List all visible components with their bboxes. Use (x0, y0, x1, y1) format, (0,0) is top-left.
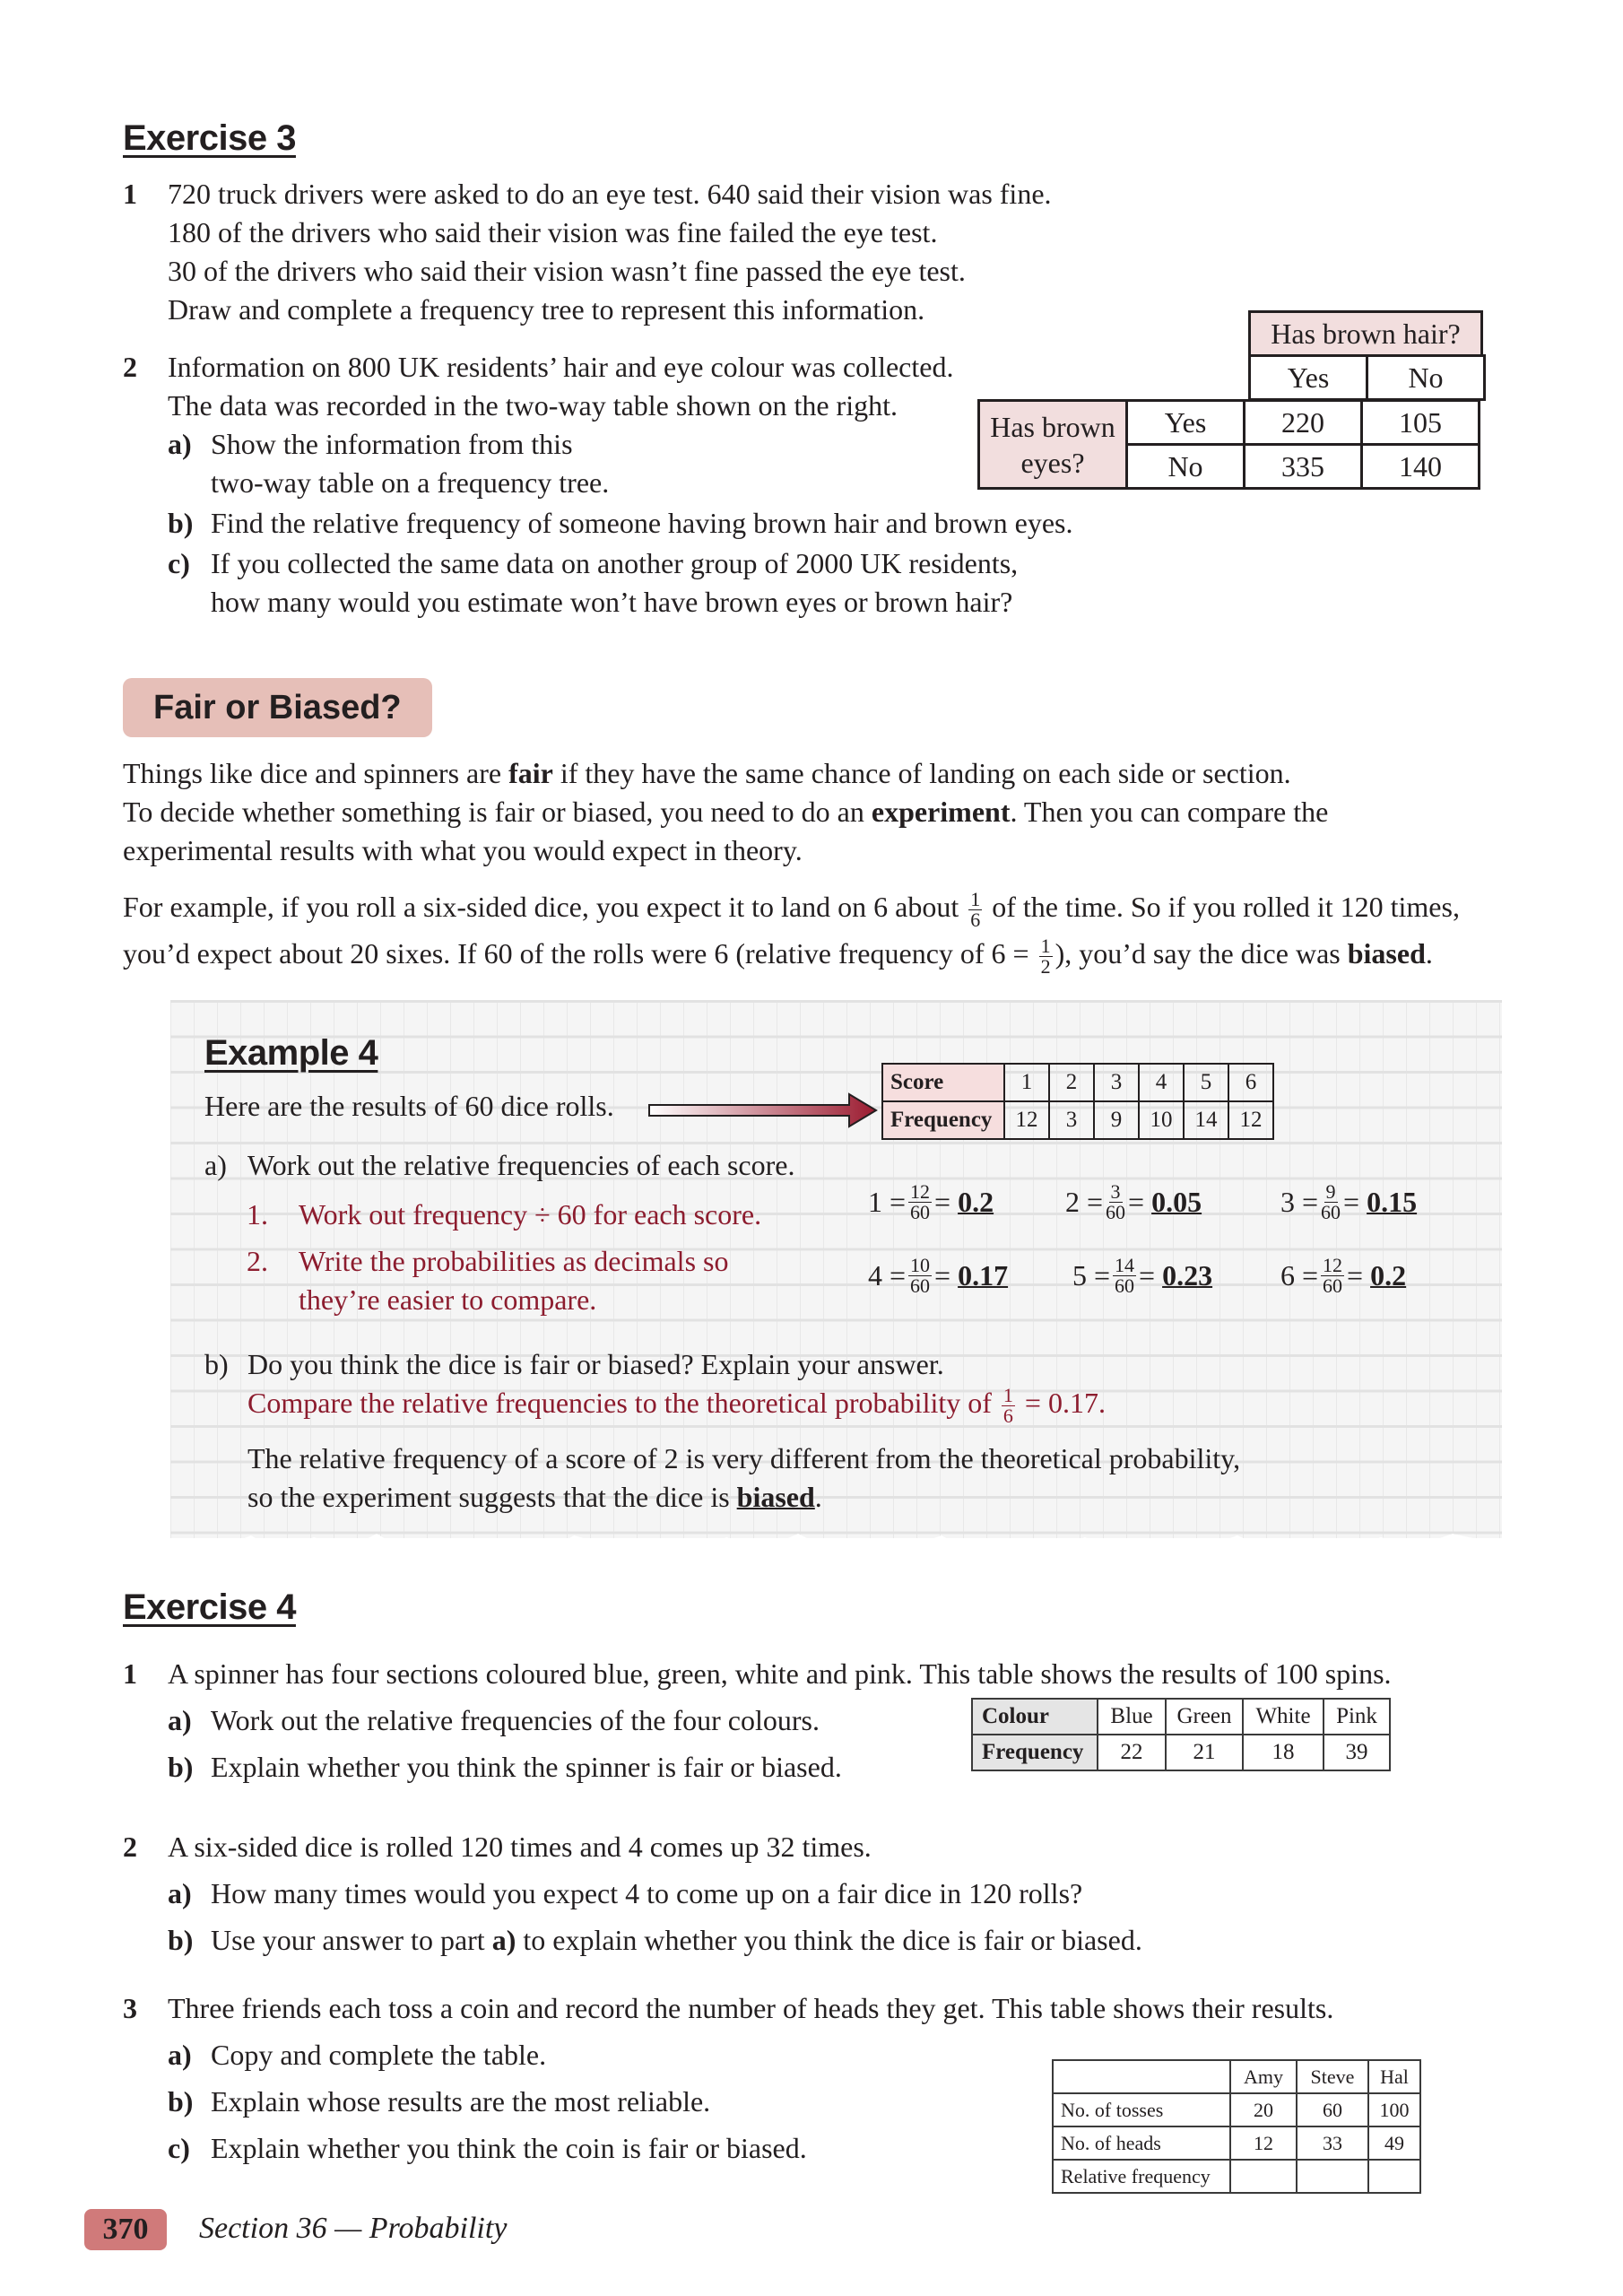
spinner-table: Colour Blue Green White Pink Frequency 22 21 18 39 (971, 1698, 1391, 1771)
row-header: Has brown eyes? (979, 401, 1127, 489)
arrow-icon (647, 1087, 881, 1132)
section-heading-fair-or-biased: Fair or Biased? (123, 678, 432, 737)
exercise-3-heading: Exercise 3 (123, 118, 296, 158)
example-4-step-2: 2. Write the probabilities as decimals so they’re easier to compare. (247, 1245, 729, 1316)
exercise-3-question-1: 1 720 truck drivers were asked to do an eye test. 640 said their vision was fine. 180 of the drivers who said their vision was fine failed the eye test. 30 of the drivers who said their vision wasn’t fine passed the eye test. Draw and complete a frequency tree to represent this information. (123, 175, 1052, 329)
page-number: 370 (84, 2209, 167, 2250)
example-4-hint: Compare the relative frequencies to the theoretical probability of $\frac{1}{6}$ = 0.17. (247, 1384, 1106, 1428)
example-4-step-1: 1. Work out frequency ÷ 60 for each score. (247, 1198, 762, 1231)
hair-table-column-labels: Yes No (1248, 354, 1486, 401)
exercise-4-heading: Exercise 4 (123, 1587, 296, 1627)
calc-score-3: 3 = $\frac{9}{60}$ = 0.15 (1280, 1180, 1418, 1223)
fair-intro-paragraph: Things like dice and spinners are fair if they have the same chance of landing on each side or section. To decide whether something is fair or biased, you need to do an experiment. Then you can compare the experimental results with what you would expect in theory. (123, 757, 1329, 866)
calc-score-6: 6 = $\frac{12}{60}$ = 0.2 (1280, 1254, 1407, 1297)
dice-results-table: Score 1 2 3 4 5 6 Frequency 12 3 9 10 14 12 (881, 1063, 1274, 1140)
example-4-answer: The relative frequency of a score of 2 is very different from the theoretical probability, so the experiment suggests that the dice is biased. (247, 1442, 1241, 1513)
exercise-3-question-2: 2 Information on 800 UK residents’ hair and eye colour was collected. The data was recorded in the two-way table shown on the right. a) Show the information from this two-way table on a frequency tree. b) Find the relative frequency of someone having brown hair and brown eyes. c) If you collected the same data on another group of 2000 UK residents, how many would you estimate won’t have brown eyes or brown hair? (123, 351, 1073, 618)
exercise-4-question-2: 2 A six-sided dice is rolled 120 times and 4 comes up 32 times. a) How many times would you expect 4 to come up on a fair dice in 120 rolls? b) Use your answer to part a) to explain whether you think the dice is fair or biased. (123, 1831, 1142, 1956)
calc-score-4: 4 = $\frac{10}{60}$ = 0.17 (868, 1254, 1009, 1297)
calc-score-1: 1 = $\frac{12}{60}$ = 0.2 (868, 1180, 994, 1223)
example-4-part-b: b) Do you think the dice is fair or biased? Explain your answer. (204, 1348, 944, 1380)
example-4-part-a: a) Work out the relative frequencies of each score. (204, 1149, 795, 1181)
section-title: Section 36 — Probability (199, 2212, 508, 2245)
exercise-4-question-1: 1 A spinner has four sections coloured blue, green, white and pink. This table shows the results of 100 spins. a) Work out the relative frequencies of the four colours. b) Explain whether you think the spinner is fair or biased. (123, 1657, 1392, 1783)
calc-score-2: 2 = $\frac{3}{60}$ = 0.05 (1065, 1180, 1202, 1223)
exercise-4-question-3: 3 Three friends each toss a coin and record the number of heads they get. This table shows their results. a) Copy and complete the table. b) Explain whose results are the most reliable. c) Explain whether you think the coin is fair or biased. (123, 1992, 1334, 2164)
coin-toss-table: Amy Steve Hal No. of tosses 20 60 100 No. of heads 12 33 49 Relative frequency (1052, 2059, 1421, 2194)
hair-eye-two-way-table: Has brown eyes? Yes 220 105 No 335 140 (977, 399, 1480, 490)
calc-score-5: 5 = $\frac{14}{60}$ = 0.23 (1072, 1254, 1213, 1297)
fair-example-paragraph: For example, if you roll a six-sided dice, you expect it to land on 6 about $\frac{1}{6}$ of the time. So if you rolled it 120 times, you’d expect about 20 sixes. If 60 of the rolls were 6 (relative frequency of 6 = $\frac{1}{2}$ ), you’d say the dice was biased. (123, 888, 1460, 978)
example-4-heading: Example 4 (204, 1033, 378, 1073)
example-4-intro: Here are the results of 60 dice rolls. (204, 1090, 614, 1122)
hair-table-column-header: Has brown hair? (1248, 310, 1483, 357)
torn-edge (170, 1525, 1502, 1561)
question-number: 1 (123, 178, 137, 210)
